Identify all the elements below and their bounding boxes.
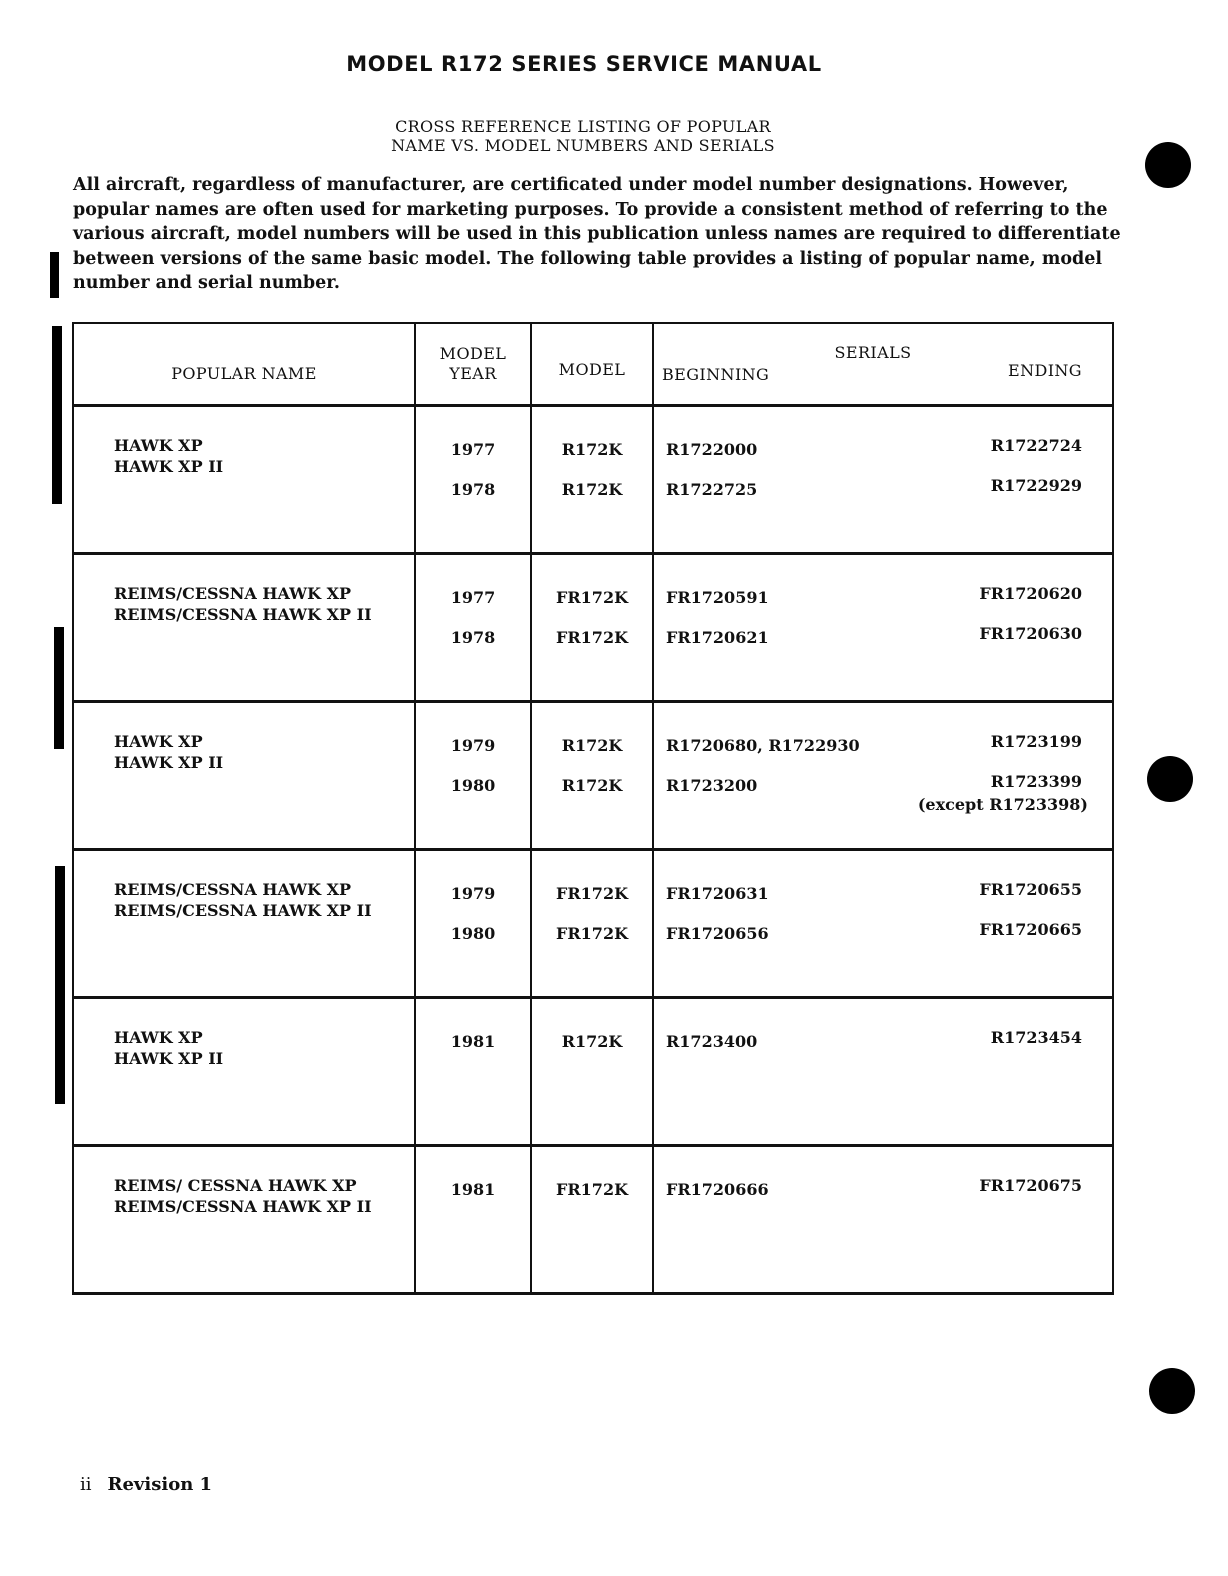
subtitle-line-1: CROSS REFERENCE LISTING OF POPULAR [395, 117, 771, 136]
popular-name-cell [73, 998, 415, 1146]
serial-beginning-group [654, 407, 941, 510]
serial-ending: R1722724 [990, 436, 1082, 455]
page-title: MODEL R172 SERIES SERVICE MANUAL [346, 52, 822, 76]
model-year: 1978 [450, 480, 496, 499]
serial-beginning-group [654, 851, 941, 954]
serial-beginning-group [654, 999, 941, 1062]
table-header-row [73, 323, 1113, 406]
column-header-model-year [415, 323, 531, 406]
serial-beginning-group [654, 555, 941, 658]
subtitle-line-2: NAME VS. MODEL NUMBERS AND SERIALS [391, 136, 775, 155]
serials-cell [653, 850, 1113, 998]
serial-ending: FR1720665 [979, 920, 1082, 939]
model-year: 1980 [450, 924, 496, 943]
table-row [73, 406, 1113, 554]
serial-beginning: FR1720666 [666, 1180, 769, 1199]
serial-ending-group [991, 407, 1112, 506]
model-year: 1977 [450, 588, 496, 607]
serial-ending: FR1720620 [979, 584, 1082, 603]
column-header-popular-name: POPULAR NAME [73, 323, 415, 406]
model-number: R172K [561, 480, 623, 499]
serial-beginning: R1722725 [666, 480, 758, 499]
model-number: FR172K [556, 924, 628, 943]
model-number: FR172K [556, 588, 628, 607]
popular-name: REIMS/CESSNA HAWK XP [114, 584, 352, 603]
serials-cell [653, 998, 1113, 1146]
serial-ending: FR1720630 [979, 624, 1082, 643]
serials-cell [653, 702, 1113, 850]
model-cell [531, 406, 653, 554]
popular-name: REIMS/ CESSNA HAWK XP [114, 1176, 357, 1195]
serial-beginning: FR1720631 [666, 884, 769, 903]
model-cell [531, 1146, 653, 1294]
table-row [73, 1146, 1113, 1294]
ending-label: ENDING [1007, 361, 1082, 380]
popular-name: HAWK XP [114, 1028, 203, 1047]
popular-name-cell [73, 554, 415, 702]
intro-line: popular names are often used for marketing purposes. To provide a consistent method of referring to the [73, 199, 1108, 220]
model-year-cell [415, 1146, 531, 1294]
model-number: R172K [561, 440, 623, 459]
serial-exception-note: (except R1723398) [917, 795, 1088, 814]
table-row [73, 702, 1113, 850]
model-number: R172K [561, 776, 623, 795]
model-cell [531, 554, 653, 702]
model-year: 1977 [450, 440, 496, 459]
intro-line: All aircraft, regardless of manufacturer, are certificated under model number designations. However, [73, 175, 1069, 195]
binder-hole [1149, 1368, 1195, 1414]
popular-name: REIMS/CESSNA HAWK XP [114, 880, 352, 899]
intro-line: between versions of the same basic model. The following table provides a listing of popular name, model [73, 248, 1103, 269]
serial-beginning-group [654, 1147, 941, 1210]
popular-name-cell [73, 702, 415, 850]
binder-hole [1145, 142, 1191, 188]
model-year: 1981 [450, 1180, 496, 1199]
model-cell [531, 998, 653, 1146]
model-year-cell [415, 406, 531, 554]
section-subtitle [0, 117, 1166, 155]
intro-line: various aircraft, model numbers will be used in this publication unless names are required to differentiate [73, 224, 1121, 244]
serial-ending-group [979, 1147, 1112, 1206]
serial-beginning-group [654, 703, 941, 806]
serial-beginning: R1722000 [666, 440, 758, 459]
popular-name-cell [73, 1146, 415, 1294]
revision-change-bar [55, 866, 65, 1104]
popular-name: HAWK XP [114, 436, 203, 455]
serial-ending-group [979, 555, 1112, 654]
model-number: R172K [561, 736, 623, 755]
revision-change-bar [54, 627, 64, 749]
popular-name: REIMS/CESSNA HAWK XP II [114, 605, 372, 624]
serial-beginning: FR1720591 [666, 588, 769, 607]
serial-beginning: FR1720621 [666, 628, 769, 647]
model-number: FR172K [556, 628, 628, 647]
column-header-model: MODEL [531, 323, 653, 406]
binder-hole [1147, 756, 1193, 802]
revision-change-bar [52, 326, 62, 504]
page-number: ii [80, 1474, 92, 1495]
model-year: 1979 [450, 884, 496, 903]
serial-ending: R1723399 [990, 772, 1082, 791]
serial-ending: FR1720675 [979, 1176, 1082, 1195]
table-row [73, 850, 1113, 998]
popular-name: REIMS/CESSNA HAWK XP II [114, 1197, 372, 1216]
popular-name: HAWK XP II [114, 1049, 224, 1068]
model-year: 1979 [450, 736, 496, 755]
popular-name: HAWK XP [114, 732, 203, 751]
popular-name-cell [73, 850, 415, 998]
model-year-cell [415, 998, 531, 1146]
popular-name: HAWK XP II [114, 753, 224, 772]
serial-ending: R1723199 [990, 732, 1082, 751]
serial-beginning: R1723400 [666, 1032, 758, 1051]
model-cell [531, 850, 653, 998]
page-footer [80, 1474, 212, 1495]
model-number: FR172K [556, 884, 628, 903]
serial-ending-group [918, 703, 1112, 814]
cross-reference-table [72, 322, 1114, 1295]
serial-ending-group [979, 851, 1112, 950]
popular-name: REIMS/CESSNA HAWK XP II [114, 901, 372, 920]
revision-label: Revision 1 [107, 1474, 213, 1495]
model-year: 1980 [450, 776, 496, 795]
serials-cell [653, 554, 1113, 702]
intro-line: number and serial number. [73, 273, 341, 293]
model-year-line-1: MODEL [439, 344, 507, 363]
column-header-serials [653, 323, 1113, 406]
table-row [73, 998, 1113, 1146]
model-year: 1978 [450, 628, 496, 647]
serial-ending: R1722929 [990, 476, 1082, 495]
serial-ending-group [991, 999, 1112, 1058]
table-row [73, 554, 1113, 702]
model-year: 1981 [450, 1032, 496, 1051]
serials-label: SERIALS [834, 343, 912, 362]
serial-beginning: R1723200 [666, 776, 758, 795]
beginning-label: BEGINNING [662, 365, 770, 384]
model-year-cell [415, 702, 531, 850]
serial-ending: R1723454 [990, 1028, 1082, 1047]
serial-beginning: FR1720656 [666, 924, 769, 943]
intro-paragraph [73, 173, 1121, 296]
model-number: FR172K [556, 1180, 628, 1199]
revision-change-bar [50, 252, 59, 298]
popular-name-cell [73, 406, 415, 554]
serial-beginning: R1720680, R1722930 [666, 736, 860, 755]
model-cell [531, 702, 653, 850]
model-year-line-2: YEAR [449, 364, 497, 383]
model-year-cell [415, 850, 531, 998]
model-number: R172K [561, 1032, 623, 1051]
popular-name: HAWK XP II [114, 457, 224, 476]
serials-cell [653, 1146, 1113, 1294]
serial-ending: FR1720655 [979, 880, 1082, 899]
serials-cell [653, 406, 1113, 554]
model-year-cell [415, 554, 531, 702]
